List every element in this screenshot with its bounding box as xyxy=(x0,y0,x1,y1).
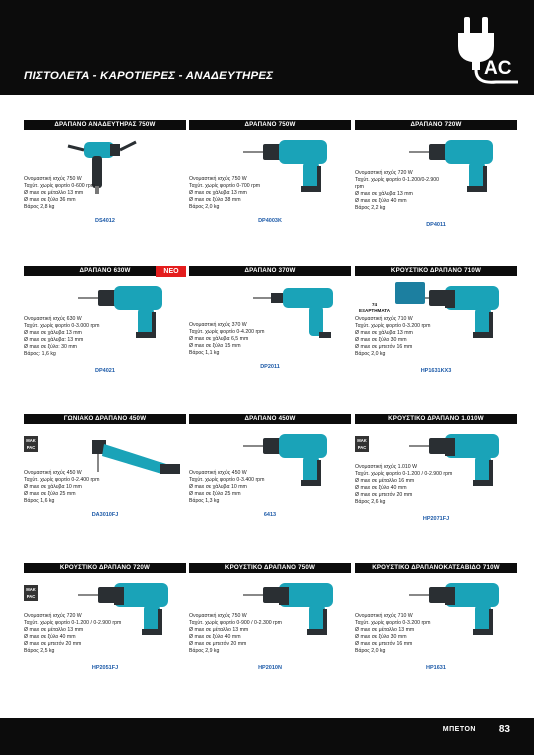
spec-list xyxy=(24,613,121,656)
makpac-label: MAK xyxy=(26,587,36,592)
spec-line: Βάρος 2,5 kg xyxy=(24,648,55,655)
model-code: HP2010N xyxy=(258,665,282,671)
spec-line: Ø max σε ξύλο 40 mm xyxy=(355,485,407,492)
product-title: ΚΡΟΥΣΤΙΚΟ ΔΡΑΠΑΝΟ 710W xyxy=(355,266,517,276)
page-footer xyxy=(0,718,534,755)
spec-line: Ø max σε ξύλο 30 mm xyxy=(355,337,407,344)
spec-line: Ταχύτ. χωρίς φορτίο 0-3.000 rpm xyxy=(24,323,100,330)
makpac-label: PAC xyxy=(26,594,36,599)
spec-line: Βάρος 1,6 kg xyxy=(24,498,55,505)
makpac-case-icon xyxy=(24,585,38,601)
spec-line: Ø max σε μπετόν 20 mm xyxy=(189,641,247,648)
spec-list xyxy=(355,464,452,507)
section-title: ΠΙΣΤΟΛΕΤΑ - ΚΑΡΟΤΙΕΡΕΣ - ΑΝΑΔΕΥΤΗΡΕΣ xyxy=(24,70,274,82)
makpac-case-icon xyxy=(24,436,38,452)
spec-line: Ταχύτ. χωρίς φορτίο 0-1.200 / 0-2.900 rpm xyxy=(355,471,453,478)
product-title: ΓΩΝΙΑΚΟ ΔΡΑΠΑΝΟ 450W xyxy=(24,414,186,424)
spec-line: Ø max σε μπετόν 20 mm xyxy=(355,492,413,499)
spec-line: Ονομαστική ισχύς 710 W xyxy=(355,316,413,322)
spec-list xyxy=(355,316,430,359)
spec-line: Ø max σε μέταλλο 13 mm xyxy=(24,627,84,634)
spec-line: Ø max σε χάλυβα 10 mm xyxy=(189,484,247,491)
accessory-case-icon xyxy=(395,282,425,304)
product-title: ΚΡΟΥΣΤΙΚΟ ΔΡΑΠΑΝΟ 720W xyxy=(24,563,186,573)
spec-line: Ø max σε ξύλο 25 mm xyxy=(24,491,76,498)
spec-list xyxy=(24,316,99,359)
spec-line: Ονομαστική ισχύς 720 W xyxy=(24,613,82,619)
product-title: ΔΡΑΠΑΝΟ 720W xyxy=(355,120,517,130)
spec-line: Ø max σε ξύλο 38 mm xyxy=(189,197,241,204)
model-code: DP4021 xyxy=(95,368,115,374)
spec-list xyxy=(24,176,95,211)
spec-line: Ø max σε χάλυβα 13 mm xyxy=(24,330,82,337)
spec-line: Βάρος 2,0 kg xyxy=(355,648,386,655)
product-title: ΔΡΑΠΑΝΟ 750W xyxy=(189,120,351,130)
product-title: ΚΡΟΥΣΤΙΚΟ ΔΡΑΠΑΝΟΚΑΤΣΑΒΙΔΟ 710W xyxy=(355,563,517,573)
spec-line: Ταχύτ. χωρίς φορτίο 0-1.200/0-2.900 xyxy=(355,177,440,184)
spec-line: Ø max σε ξύλο 40 mm xyxy=(189,634,241,641)
spec-line: Ø max σε χάλυβα 6,5 mm xyxy=(189,336,249,343)
spec-line: Ø max σε μπετόν 20 mm xyxy=(24,641,82,648)
model-code: 6413 xyxy=(263,512,277,518)
product-card xyxy=(189,266,351,370)
model-code: HP1631KX3 xyxy=(420,368,452,374)
product-title: ΔΡΑΠΑΝΟ ΑΝΑΔΕΥΤΗΡΑΣ 750W xyxy=(24,120,186,130)
spec-line: Ονομαστική ισχύς 450 W xyxy=(189,470,247,476)
spec-line: Ταχύτ. χωρίς φορτίο 0-600 rpm xyxy=(24,183,96,190)
model-code: DP4011 xyxy=(426,222,446,228)
model-code: HP1631 xyxy=(426,665,446,671)
spec-line: Ø max σε ξύλο 36 mm xyxy=(24,197,76,204)
ac-plug-badge xyxy=(456,14,522,86)
spec-line: Ø max σε ξύλο 40 mm xyxy=(24,634,76,641)
makpac-label: MAK xyxy=(357,438,367,443)
spec-line: Ταχύτ. χωρίς φορτίο 0-3.200 rpm xyxy=(355,323,431,330)
product-title: ΔΡΑΠΑΝΟ 630W xyxy=(24,266,186,276)
spec-line: Ονομαστική ισχύς 720 W xyxy=(355,170,413,176)
spec-line: Ταχύτ. χωρίς φορτίο 0-900 / 0-2.300 rpm xyxy=(189,620,282,627)
spec-list xyxy=(355,613,430,656)
spec-line: rpm xyxy=(355,184,364,191)
spec-list xyxy=(189,322,264,357)
spec-list xyxy=(189,470,264,505)
model-code: DS4012 xyxy=(95,218,115,224)
product-card xyxy=(189,414,351,518)
spec-line: Ø max σε μέταλλο 13 mm xyxy=(189,627,249,634)
spec-line: Ταχύτ. χωρίς φορτίο 0-700 rpm xyxy=(189,183,261,190)
spec-line: Ονομαστική ισχύς 750 W xyxy=(24,176,82,182)
spec-line: Ονομαστική ισχύς 710 W xyxy=(355,613,413,619)
product-card xyxy=(189,563,351,671)
new-badge: ΝΕΟ xyxy=(156,266,186,277)
kit-note-line: 74 xyxy=(371,302,378,307)
model-code: HP2051FJ xyxy=(91,665,119,671)
spec-line: Ø max σε ξύλο 15 mm xyxy=(189,343,241,350)
spec-line: Ø max σε χάλυβα 13 mm xyxy=(355,330,413,337)
spec-line: Ταχύτ. χωρίς φορτίο 0-4.200 rpm xyxy=(189,329,265,336)
spec-line: Ø max σε ξύλο 25 mm xyxy=(189,491,241,498)
ac-label: AC xyxy=(484,58,512,79)
spec-line: Ø max σε χάλυβα 13 mm xyxy=(189,190,247,197)
product-card xyxy=(355,266,517,374)
page-header xyxy=(0,0,534,95)
spec-line: Ø max σε μπετόν 16 mm xyxy=(355,344,413,351)
accessory-kit-note xyxy=(359,302,390,313)
product-card xyxy=(24,266,186,374)
product-card xyxy=(24,563,186,671)
makpac-label: PAC xyxy=(357,445,367,450)
model-code: DA3010FJ xyxy=(91,512,119,518)
spec-line: Βάρος 2,0 kg xyxy=(189,204,220,211)
makpac-label: PAC xyxy=(26,445,36,450)
product-card xyxy=(355,563,517,671)
spec-line: Βάρος 2,9 kg xyxy=(189,648,220,655)
spec-line: Βάρος 2,0 kg xyxy=(355,351,386,358)
spec-line: Ταχύτ. χωρίς φορτίο 0-1.200 / 0-2.900 rpm xyxy=(24,620,122,627)
spec-line: Βάρος 2,8 kg xyxy=(24,204,55,211)
spec-line: Ονομαστική ισχύς 450 W xyxy=(24,470,82,476)
spec-line: Ø max σε μπετόν 16 mm xyxy=(355,641,413,648)
spec-line: Ø max σε χάλυβα 10 mm xyxy=(24,484,82,491)
product-card xyxy=(24,414,186,518)
spec-line: Βάρος 2,6 kg xyxy=(355,499,386,506)
product-title: ΔΡΑΠΑΝΟ 370W xyxy=(189,266,351,276)
spec-line: Ø max σε μέταλλο 13 mm xyxy=(355,627,415,634)
product-card xyxy=(189,120,351,224)
spec-line: Βάρος 1,3 kg xyxy=(189,498,220,505)
spec-line: Ø max σε ξύλο 30 mm xyxy=(355,634,407,641)
spec-list xyxy=(24,470,99,505)
spec-line: Ø max σε χάλυβα: 13 mm xyxy=(24,337,84,344)
spec-line: Βάρος: 1,6 kg xyxy=(24,351,56,358)
spec-list xyxy=(355,170,439,213)
product-card xyxy=(24,120,186,224)
spec-line: Ø max σε μέταλλο 16 mm xyxy=(355,478,415,485)
spec-line: Ονομαστική ισχύς 750 W xyxy=(189,613,247,619)
spec-line: Ονομαστική ισχύς 370 W xyxy=(189,322,247,328)
makpac-label: MAK xyxy=(26,438,36,443)
page-number: 83 xyxy=(498,724,510,735)
kit-note-line: ΕΞΑΡΤΗΜΑΤΑ xyxy=(359,307,391,313)
spec-line: Ταχύτ. χωρίς φορτίο 0-3.200 rpm xyxy=(355,620,431,627)
product-title: ΚΡΟΥΣΤΙΚΟ ΔΡΑΠΑΝΟ 1.010W xyxy=(355,414,517,424)
spec-list xyxy=(189,613,282,656)
spec-line: Ø max σε ξύλο 40 mm xyxy=(355,198,407,205)
makpac-case-icon xyxy=(355,436,369,452)
spec-line: Ονομαστική ισχύς 750 W xyxy=(189,176,247,182)
spec-line: Ονομαστική ισχύς 1.010 W xyxy=(355,464,417,470)
spec-line: Ταχύτ. χωρίς φορτίο 0-2.400 rpm xyxy=(24,477,100,484)
product-title: ΚΡΟΥΣΤΙΚΟ ΔΡΑΠΑΝΟ 750W xyxy=(189,563,351,573)
product-card xyxy=(355,414,517,522)
model-code: DP4003K xyxy=(258,218,282,224)
footer-brand: ΜΠΕΤΟΝ xyxy=(442,726,476,733)
model-code: DP2011 xyxy=(260,364,280,370)
product-card xyxy=(355,120,517,228)
spec-line: Ø max σε ξύλο: 30 mm xyxy=(24,344,77,351)
spec-line: Ø max σε μέταλλο 13 mm xyxy=(24,190,84,197)
product-title: ΔΡΑΠΑΝΟ 450W xyxy=(189,414,351,424)
spec-list xyxy=(189,176,260,211)
model-code: HP2071FJ xyxy=(422,516,450,522)
spec-line: Ονομαστική ισχύς 630 W xyxy=(24,316,82,322)
spec-line: Βάρος 1,1 kg xyxy=(189,350,220,357)
spec-line: Ø max σε χάλυβα 13 mm xyxy=(355,191,413,198)
spec-line: Ταχύτ. χωρίς φορτίο 0-3.400 rpm xyxy=(189,477,265,484)
spec-line: Βάρος 2,2 kg xyxy=(355,205,386,212)
